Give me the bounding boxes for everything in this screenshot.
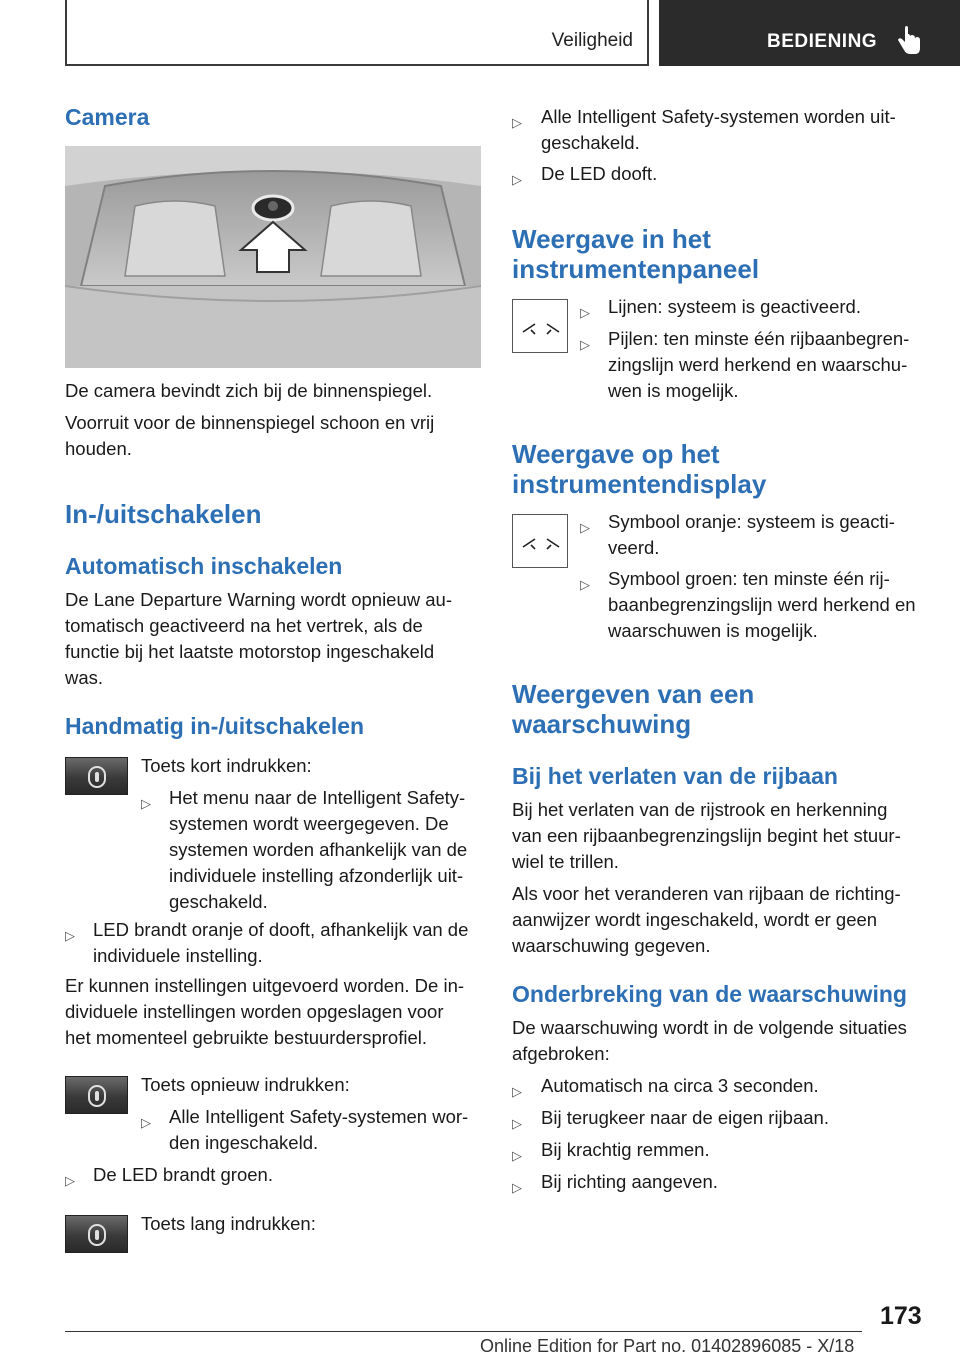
leave-heading: Bij het verlaten van de rijbaan bbox=[512, 763, 838, 789]
warn-heading-line2: waarschuwing bbox=[512, 709, 692, 739]
safety-button-image-1 bbox=[65, 757, 128, 795]
leave-line-2: van een rijbaanbegrenzingslijn begint het stuur‐ bbox=[512, 825, 901, 846]
turn-line-2: aanwijzer wordt ingeschakeld, wordt er geen bbox=[512, 909, 878, 930]
page-number: 173 bbox=[880, 1302, 922, 1330]
display-heading-line1: Weergave op het bbox=[512, 439, 720, 469]
bullet-triangle-icon: ▷ bbox=[512, 1116, 522, 1131]
panel-heading-line1: Weergave in het bbox=[512, 224, 711, 254]
settings-line-1: Er kunnen instellingen uitgevoerd worden. De in‐ bbox=[65, 975, 465, 996]
safety-button-image-2 bbox=[65, 1076, 128, 1114]
bullet-triangle-icon: ▷ bbox=[512, 172, 522, 187]
bullet-triangle-icon: ▷ bbox=[141, 796, 151, 811]
lane-departure-icon bbox=[513, 515, 569, 569]
manual-heading: Handmatig in-/uitschakelen bbox=[65, 713, 365, 739]
bullet-triangle-icon: ▷ bbox=[580, 305, 590, 320]
lane-departure-icon bbox=[513, 300, 569, 354]
bullet-triangle-icon: ▷ bbox=[512, 1148, 522, 1163]
chapter-title: BEDIENING bbox=[767, 31, 878, 52]
bullet-triangle-icon: ▷ bbox=[512, 1084, 522, 1099]
car-interior-image bbox=[65, 146, 481, 368]
bullet-triangle-icon: ▷ bbox=[141, 1115, 151, 1130]
inuit-heading: In-/uitschakelen bbox=[65, 499, 262, 529]
bullet-triangle-icon: ▷ bbox=[580, 520, 590, 535]
camera-text-2-line1: Voorruit voor de binnenspiegel schoon en vrij bbox=[65, 412, 435, 433]
turn-line-1: Als voor het veranderen van rijbaan de richting‐ bbox=[512, 883, 901, 904]
short-press-label: Toets kort indrukken: bbox=[141, 755, 312, 776]
settings-line-2: dividuele instellingen worden opgeslagen voor bbox=[65, 1001, 444, 1022]
safety-button-icon bbox=[87, 1085, 107, 1107]
safety-button-image-3 bbox=[65, 1215, 128, 1253]
auto-heading: Automatisch inschakelen bbox=[65, 553, 343, 579]
settings-line-3: het momenteel gebruikte bestuurdersprofiel. bbox=[65, 1027, 427, 1048]
camera-heading: Camera bbox=[65, 104, 150, 130]
panel-heading-line2: instrumentenpaneel bbox=[512, 254, 760, 284]
camera-photo bbox=[65, 146, 481, 368]
auto-line-4: was. bbox=[65, 667, 104, 688]
auto-line-1: De Lane Departure Warning wordt opnieuw au‐ bbox=[65, 589, 453, 610]
display-heading-line2: instrumentendisplay bbox=[512, 469, 767, 499]
edition-text: Online Edition for Part no. 01402896085 - X/18 bbox=[480, 1336, 855, 1356]
bullet-triangle-icon: ▷ bbox=[512, 1180, 522, 1195]
bullet-triangle-icon: ▷ bbox=[512, 115, 522, 130]
auto-line-3: functie bij het laatste motorstop ingeschakeld bbox=[65, 641, 435, 662]
bullet-triangle-icon: ▷ bbox=[580, 577, 590, 592]
leave-line-1: Bij het verlaten van de rijstrook en herkenning bbox=[512, 799, 888, 820]
again-press-label: Toets opnieuw indrukken: bbox=[141, 1074, 350, 1095]
interrupt-line-2: afgebroken: bbox=[512, 1043, 610, 1064]
lane-lines-symbol-2 bbox=[512, 514, 568, 568]
bullet-triangle-icon: ▷ bbox=[65, 928, 75, 943]
leave-line-3: wiel te trillen. bbox=[512, 851, 619, 872]
hand-pointer-icon bbox=[896, 26, 922, 56]
long-press-label: Toets lang indrukken: bbox=[141, 1213, 316, 1234]
turn-line-3: waarschuwing gegeven. bbox=[512, 935, 711, 956]
interrupt-line-1: De waarschuwing wordt in de volgende situaties bbox=[512, 1017, 907, 1038]
lane-lines-symbol-1 bbox=[512, 299, 568, 353]
bullet-triangle-icon: ▷ bbox=[580, 337, 590, 352]
safety-button-icon bbox=[87, 1224, 107, 1246]
bullet-triangle-icon: ▷ bbox=[65, 1173, 75, 1188]
auto-line-2: tomatisch geactiveerd na het vertrek, als de bbox=[65, 615, 423, 636]
section-title: Veiligheid bbox=[551, 30, 633, 51]
camera-text-2-line2: houden. bbox=[65, 438, 132, 459]
camera-text-1: De camera bevindt zich bij de binnenspiegel. bbox=[65, 380, 433, 401]
header-section-frame bbox=[65, 0, 649, 66]
footer-divider bbox=[65, 1331, 862, 1332]
interrupt-heading: Onderbreking van de waarschuwing bbox=[512, 981, 907, 1007]
warn-heading-line1: Weergeven van een bbox=[512, 679, 755, 709]
safety-button-icon bbox=[87, 766, 107, 788]
